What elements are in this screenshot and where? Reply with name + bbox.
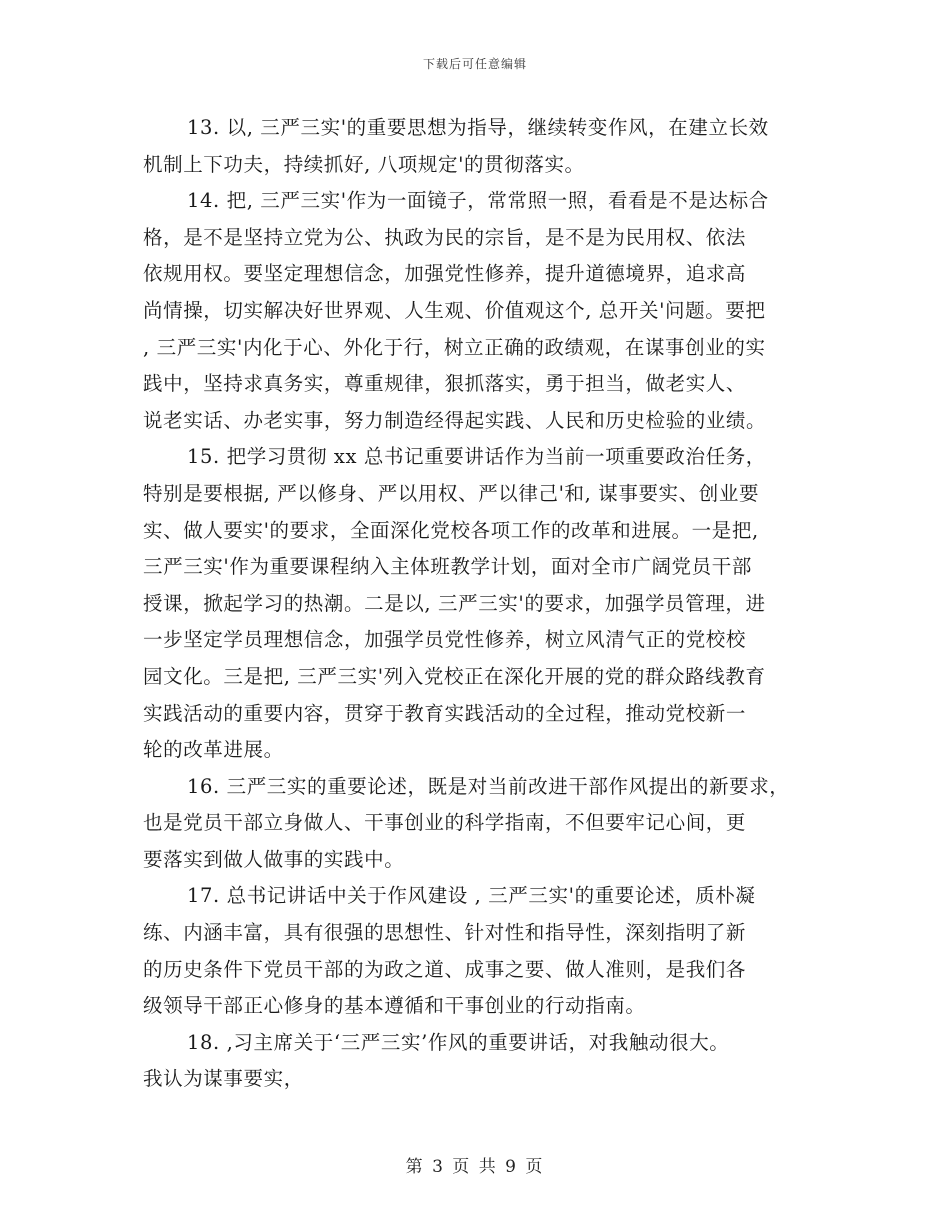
text-line: 16. 三严三实的重要论述，既是对当前改进干部作风提出的新要求，	[187, 774, 790, 798]
text-line: , 三严三实'内化于心、外化于行，树立正确的政绩观，在谋事创业的实	[143, 335, 766, 359]
text-line: 实践活动的重要内容，贯穿于教育实践活动的全过程，推动党校新一	[143, 701, 747, 725]
paragraph-14	[143, 183, 815, 439]
paragraph-17	[143, 878, 815, 1024]
text-line: 依规用权。要坚定理想信念，加强党性修养，提升道德境界，追求高	[143, 262, 747, 286]
page-header: 下载后可任意编辑	[422, 57, 527, 71]
text-line: 一步坚定学员理想信念，加强学员党性修养，树立风清气正的党校校	[143, 628, 747, 652]
text-line: 授课，掀起学习的热潮。二是以, 三严三实'的要求，加强学员管理，进	[143, 591, 766, 615]
text-line: 实、做人要实'的要求，全面深化党校各项工作的改革和进展。一是把,	[143, 518, 759, 542]
text-line: 格，是不是坚持立党为公、执政为民的宗旨，是不是为民用权、依法	[143, 225, 747, 249]
text-line: 尚情操，切实解决好世界观、人生观、价值观这个, 总开关'问题。要把	[143, 298, 766, 322]
text-line: 17. 总书记讲话中关于作风建设 , 三严三实'的重要论述，质朴凝	[187, 884, 756, 908]
text-line: 的历史条件下党员干部的为政之道、成事之要、做人准则，是我们各	[143, 957, 747, 981]
text-line: 13. 以, 三严三实'的重要思想为指导，继续转变作风，在建立长效	[187, 116, 769, 139]
text-line: 机制上下功夫，持续抓好, 八项规定'的贯彻落实。	[143, 152, 585, 176]
text-line: 践中，坚持求真务实，尊重规律，狠抓落实，勇于担当，做老实人、	[143, 372, 747, 396]
paragraph-16	[143, 769, 815, 879]
paragraph-13	[143, 110, 815, 183]
text-line: 三严三实'作为重要课程纳入主体班教学计划，面对全市广阔党员干部	[143, 555, 752, 579]
text-line: 级领导干部正心修身的基本遵循和干事创业的行动指南。	[143, 994, 646, 1018]
paragraph-15	[143, 439, 815, 768]
text-line: 要落实到做人做事的实践中。	[143, 847, 405, 871]
text-line: 也是党员干部立身做人、干事创业的科学指南，不但要牢记心间，更	[143, 811, 747, 835]
text-line: 14. 把, 三严三实'作为一面镜子，常常照一照，看看是不是达标合	[187, 189, 769, 213]
text-line: 18. ,习主席关于‘三严三实’作风的重要讲话，对我触动很大。	[187, 1030, 730, 1054]
document-body	[143, 110, 815, 1098]
text-line: 练、内涵丰富，具有很强的思想性、针对性和指导性，深刻指明了新	[143, 921, 747, 945]
page-number: 第 3 页 共 9 页	[405, 1157, 545, 1177]
text-line: 园文化。三是把, 三严三实'列入党校正在深化开展的党的群众路线教育	[143, 664, 766, 688]
text-line: 轮的改革进展。	[143, 738, 284, 762]
text-line: 说老实话、办老实事，努力制造经得起实践、人民和历史检验的业绩。	[143, 408, 767, 432]
paragraph-18	[143, 1025, 815, 1098]
text-line: 我认为谋事要实，	[143, 1067, 304, 1091]
text-line: 15. 把学习贯彻 xx 总书记重要讲话作为当前一项重要政治任务，	[187, 445, 766, 469]
text-line: 特别是要根据, 严以修身、严以用权、严以律己'和, 谋事要实、创业要	[143, 481, 760, 505]
